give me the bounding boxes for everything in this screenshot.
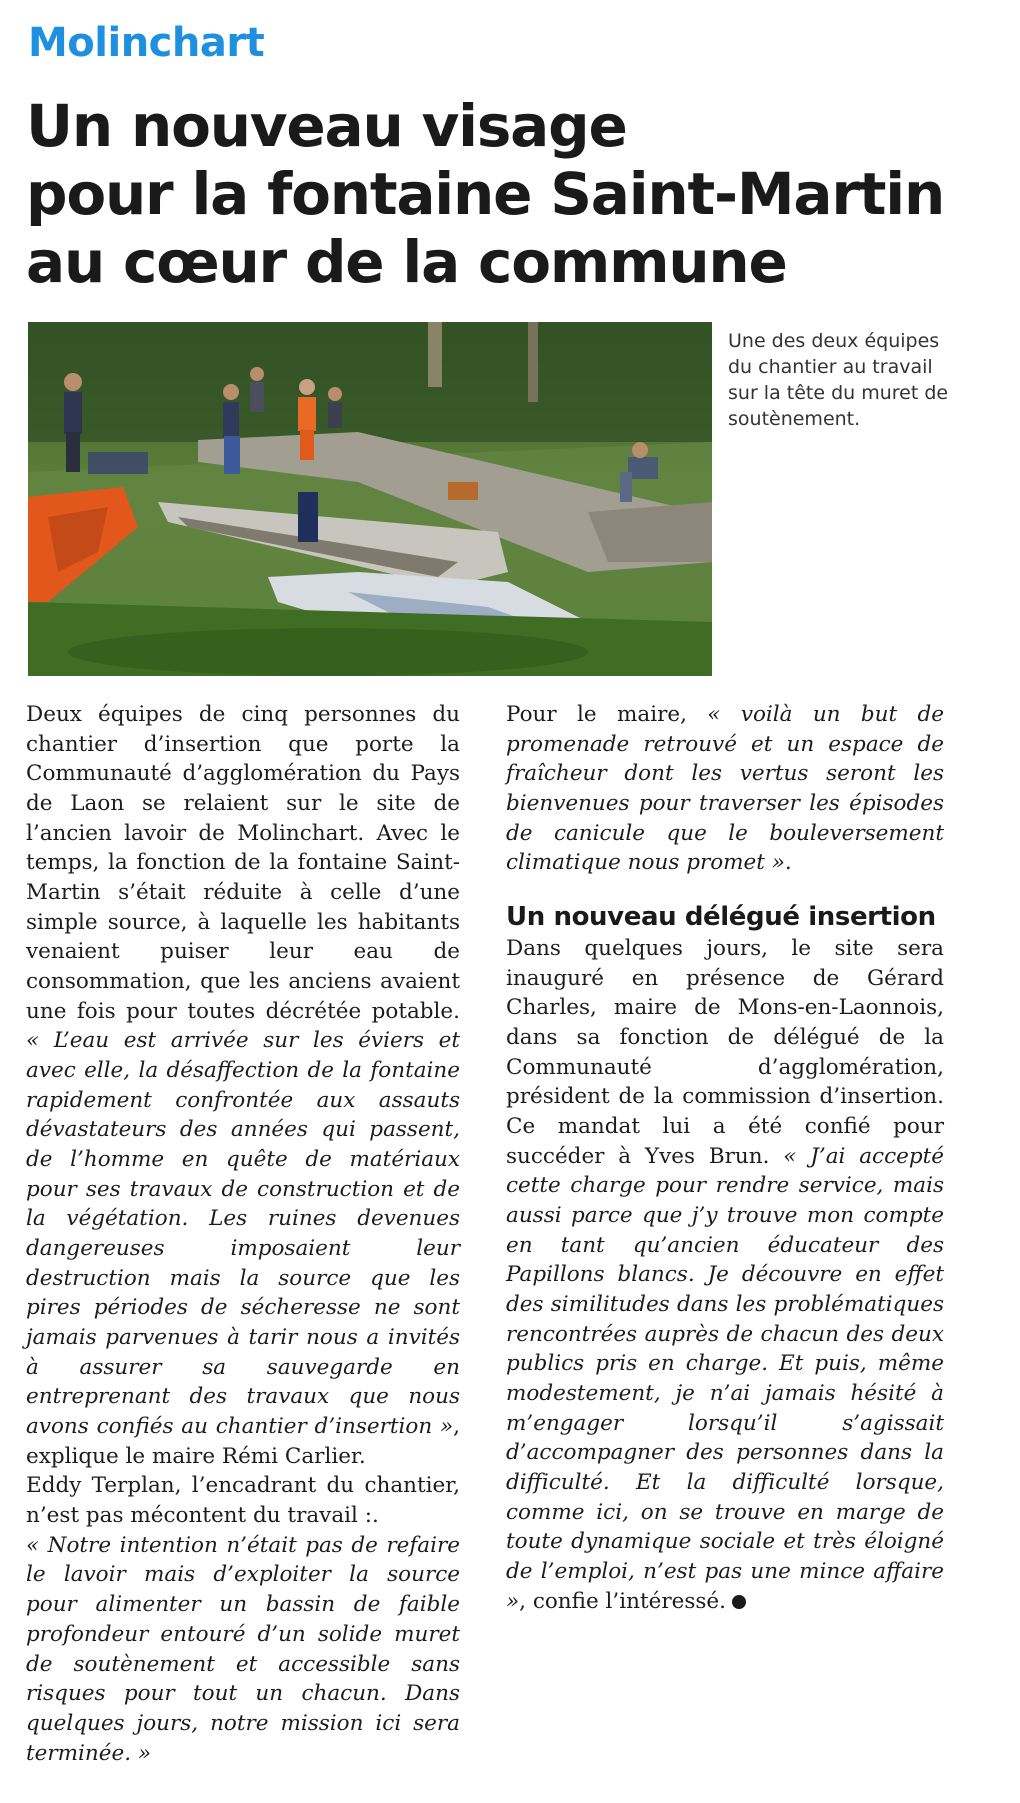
paragraph-2 bbox=[26, 1471, 460, 1768]
article-column-left bbox=[26, 700, 460, 1768]
headline-line-3: au cœur de la commune bbox=[26, 228, 787, 296]
paragraph-4-end: , confie l’intéressé. bbox=[519, 1588, 726, 1614]
paragraph-1-text: Deux équipes de cinq personnes du chantier d’insertion que porte la Communauté d’agglomération du Pays de Laon se relaient sur le site de l’ancien lavoir de Molinchart. Avec le temps, la fonction de la fontaine Saint-Martin s’était réduite à celle d’une simple source, à laquelle les habitants venaient puiser leur eau de consommation, que les anciens avaient une fois pour toutes décrétée potable. bbox=[26, 702, 460, 1024]
delegate-quote: « J’ai accepté cette charge pour rendre service, mais aussi parce que j’y trouve mon compte en tant qu’ancien éducateur des Papillons blancs. Je découvre en effet des similitudes dans les problématiques rencontrées auprès de chacun des deux publics pris en charge. Et puis, même modestement, je n’ai jamais hésité à m’engager lorsqu’il s’agissait d’accompagner des personnes dans la difficulté. Et la difficulté lorsque, comme ici, on se trouve en marge de toute dynamique sociale et très éloigné de l’emploi, n’est pas une mince affaire » bbox=[506, 1143, 944, 1614]
paragraph-3 bbox=[506, 700, 944, 878]
paragraph-1-end: , explique le maire Rémi Carlier. bbox=[26, 1414, 460, 1469]
paragraph-4 bbox=[506, 934, 944, 1616]
article-photo bbox=[28, 322, 712, 676]
supervisor-quote: « Notre intention n’était pas de refaire le lavoir mais d’exploiter la source pour alimenter un bassin de faible profondeur entouré d’un solide muret de soutènement et accessible sans risques pour tout un chacun. Dans quelques jours, notre mission ici sera terminée. » bbox=[26, 1532, 460, 1766]
paragraph-1 bbox=[26, 700, 460, 1471]
headline bbox=[26, 92, 1006, 296]
photo-caption: Une des deux équipes du chantier au travail sur la tête du muret de soutènement. bbox=[728, 330, 949, 430]
paragraph-3-text: Pour le maire, bbox=[506, 702, 687, 727]
subheading: Un nouveau délégué insertion bbox=[506, 902, 936, 933]
headline-line-2: pour la fontaine Saint-Martin bbox=[26, 160, 945, 228]
section-kicker: Molinchart bbox=[28, 20, 265, 66]
mayor-second-quote: « voilà un but de promenade retrouvé et un espace de fraîcheur dont les vertus seront les bienvenues pour traverser les épisodes de canicule que le bouleversement climatique nous promet ». bbox=[506, 702, 944, 876]
mayor-quote: « L’eau est arrivée sur les éviers et avec elle, la désaffection de la fontaine rapidement confrontée aux assauts dévastateurs des années qui passent, de l’homme en quête de matériaux pour ses travaux de construction et de la végétation. Les ruines devenues dangereuses imposaient leur destruction mais la source que les pires périodes de sécheresse ne sont jamais parvenues à tarir nous a invités à assurer sa sauvegarde en entreprenant des travaux que nous avons confiés au chantier d’insertion » bbox=[26, 1028, 460, 1440]
paragraph-4-text: Dans quelques jours, le site sera inauguré en présence de Gérard Charles, maire de Mons-en-Laonnois, dans sa fonction de délégué de la Communauté d’agglomération, président de la commission d’insertion. Ce mandat lui a été confié pour succéder à Yves Brun. bbox=[506, 936, 944, 1169]
headline-line-1: Un nouveau visage bbox=[26, 92, 627, 160]
paragraph-2-text: Eddy Terplan, l’encadrant du chantier, n’est pas mécontent du travail :. bbox=[26, 1473, 460, 1529]
end-of-article-icon bbox=[732, 1595, 746, 1609]
article-column-right bbox=[506, 700, 944, 1616]
